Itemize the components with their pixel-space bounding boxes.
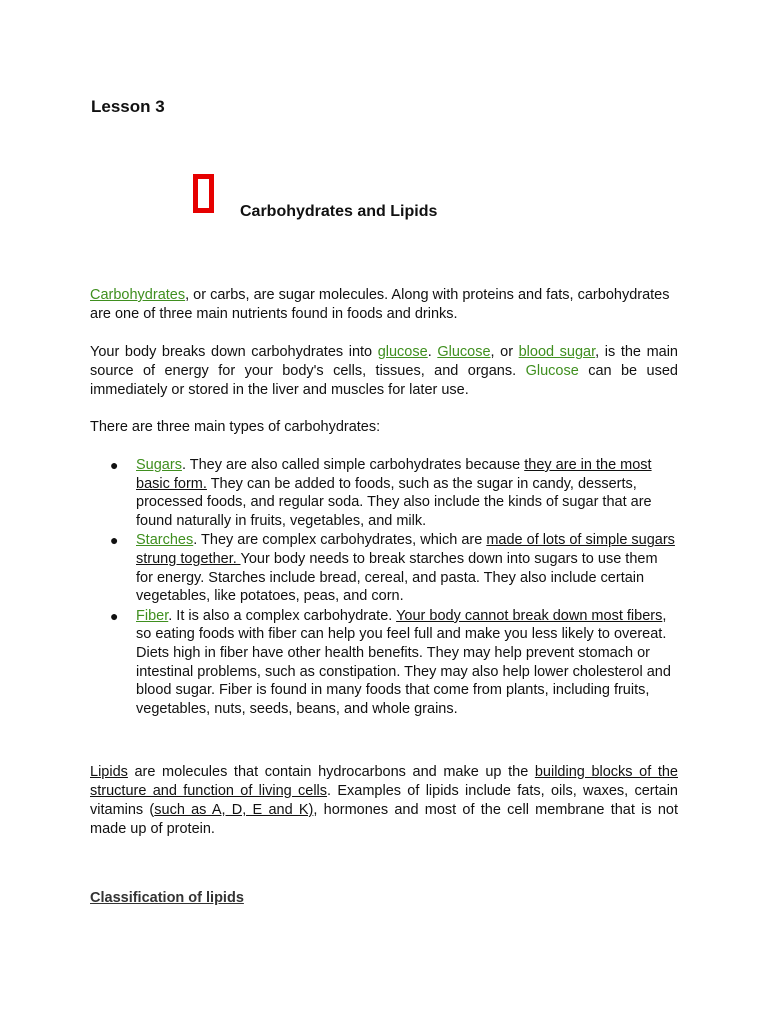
glucose-text-3: , or — [490, 344, 519, 360]
fiber-underlined: Your body cannot break down most fibers — [396, 607, 663, 624]
carbohydrate-types-list — [110, 456, 678, 718]
sugars-text-1: . They are also called simple carbohydrates because — [181, 457, 525, 473]
starches-underlined: made of lots of simple sugars strung together. — [136, 532, 675, 567]
list-item — [110, 607, 678, 719]
glucose-paragraph — [90, 343, 678, 400]
lipids-term: Lipids — [90, 764, 128, 780]
sugars-underlined: they are in the most basic form. — [136, 457, 652, 492]
lipids-text-2: . Examples of lipids include fats, oils, waxes, certain vitamins ( — [90, 783, 679, 818]
fiber-text-2: , so eating foods with fiber can help you feel full and make you less likely to overeat. Diets high in fiber have other health benefits. They may help prevent stomach or intestinal problems, such as constipation. They may also help lower cholesterol and blood sugar. Fiber is found in many foods that come from plants, including fruits, vegetables, nuts, seeds, beans, and whole grains. — [136, 607, 671, 717]
lipids-text-3: , hormones and most of the cell membrane that is not made up of protein. — [90, 802, 678, 837]
bullet-icon: ● — [110, 457, 119, 473]
list-item — [110, 531, 678, 605]
blood-sugar-link[interactable]: blood sugar — [518, 344, 596, 360]
types-intro: There are three main types of carbohydrates: — [90, 419, 381, 435]
glucose-text-2: . — [427, 344, 438, 360]
glucose-link-2[interactable]: Glucose — [437, 344, 491, 360]
fiber-text-1: . It is also a complex carbohydrate. — [168, 607, 397, 624]
carbohydrates-link[interactable]: Carbohydrates — [90, 287, 186, 303]
lipids-underlined-1: building blocks of the structure and function of living cells — [90, 764, 678, 799]
glucose-text-1: Your body breaks down carbohydrates into — [90, 344, 378, 360]
sugars-link[interactable]: Sugars — [136, 457, 182, 473]
intro-paragraph — [90, 286, 678, 324]
missing-glyph-icon — [193, 174, 214, 213]
intro-text: , or carbs, are sugar molecules. Along with proteins and fats, carbohydrates are one of three main nutrients found in foods and drinks. — [90, 287, 670, 322]
glucose-word: Glucose — [525, 363, 579, 379]
lipids-underlined-2: such as A, D, E and K) — [154, 802, 314, 818]
glucose-text-4: , is the main source of energy for your body's cells, tissues, and organs. — [90, 344, 678, 379]
bullet-icon: ● — [110, 607, 119, 624]
starches-text-2: Your body needs to break starches down into sugars to use them for energy. Starches include bread, cereal, and pasta. They also include certain vegetables, like potatoes, peas, and corn. — [136, 550, 658, 605]
bullet-icon: ● — [110, 532, 119, 549]
glucose-text-5: can be used immediately or stored in the liver and muscles for later use. — [90, 363, 678, 398]
list-item — [110, 456, 678, 530]
starches-link[interactable]: Starches — [136, 532, 194, 549]
lipids-text-1: are molecules that contain hydrocarbons and make up the — [127, 764, 535, 780]
starches-text-1: . They are complex carbohydrates, which are — [193, 532, 487, 549]
lesson-label: Lesson 3 — [91, 97, 165, 116]
lipids-paragraph — [90, 763, 678, 839]
classification-heading: Classification of lipids — [90, 890, 244, 906]
sugars-text-2: They can be added to foods, such as the sugar in candy, desserts, processed foods, and regular soda. They also include the kinds of sugar that are found naturally in fruits, vegetables, and milk. — [136, 475, 652, 529]
page-title: Carbohydrates and Lipids — [240, 203, 438, 220]
fiber-link[interactable]: Fiber — [136, 607, 169, 624]
glucose-link[interactable]: glucose — [377, 344, 428, 360]
